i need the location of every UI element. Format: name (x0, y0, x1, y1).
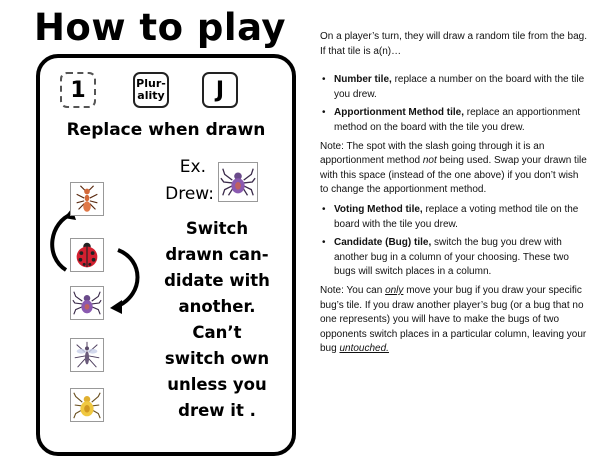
mosquito-tile (70, 338, 104, 372)
bullet: • (322, 237, 326, 249)
switch-line: drawn can- (165, 245, 269, 264)
rule-number-text: replace a number on the board with the tile you drew. (334, 74, 585, 100)
note-slash (320, 140, 588, 198)
page-title: How to play (33, 6, 287, 49)
switch-line: didate with (164, 271, 270, 290)
switch-line: another. (178, 297, 256, 316)
switch-instructions (142, 216, 292, 424)
yellow-spider-tile (70, 388, 104, 422)
spider-tile (70, 286, 104, 320)
spider-icon (71, 287, 103, 319)
ladybug-icon (71, 239, 103, 271)
switch-line: Can’t (192, 323, 242, 342)
mosquito-icon (71, 339, 103, 371)
rule-candidate-tile (320, 236, 588, 280)
note-own-bug-start: Note: You can (320, 284, 386, 296)
drawn-spider-tile (218, 162, 258, 202)
rule-apportionment-text: replace an apportionment method on the board with the tile you drew. (334, 107, 581, 133)
bullet: • (322, 203, 326, 215)
rule-voting-text: replace a voting method tile on the board with the tile you drew. (334, 203, 579, 230)
switch-line: unless you (167, 375, 267, 394)
rule-number-tile (320, 73, 588, 102)
switch-line: Switch (185, 219, 249, 238)
ladybug-tile (70, 238, 104, 272)
plurality-tile (133, 72, 169, 108)
rules-text (320, 30, 588, 362)
rule-number-label: Number tile, (334, 74, 392, 86)
rule-apportionment-label: Apportionment Method tile, (334, 107, 464, 119)
note-own-bug (320, 284, 588, 357)
rule-candidate-text: switch the bug you drew with another bug in a column of your choosing. These two bugs will switch places in a column. (334, 237, 569, 278)
rule-apportionment-tile (320, 106, 588, 135)
switch-line: switch own (164, 349, 270, 368)
note-slash-text: Note: The spot with the slash going through it is an apportionment method (320, 140, 545, 167)
plurality-line-2: ality (137, 89, 165, 102)
rule-voting-label: Voting Method tile, (334, 203, 423, 215)
how-to-play-card (36, 54, 296, 456)
number-tile: 1 (60, 72, 96, 108)
bullet: • (322, 107, 326, 119)
switch-line: drew it . (178, 401, 256, 420)
drew-label: Drew: (165, 184, 214, 204)
note-slash-emphasis: not (422, 155, 437, 167)
spider-icon (219, 163, 257, 201)
plurality-line-1: Plur- (136, 77, 166, 90)
yellow-spider-icon (71, 389, 103, 421)
rules-intro: On a player’s turn, they will draw a random tile from the bag. If that tile is a(n)… (320, 31, 587, 57)
note-own-bug-only: only (385, 284, 404, 296)
note-slash-end: being used. Swap your drawn tile with this space (instead of the one above) if you don’t wish to change the apportionment method. (320, 155, 587, 196)
replace-title: Replace when drawn (66, 120, 266, 140)
ant-icon (71, 183, 103, 215)
note-own-bug-untouched: untouched. (339, 343, 389, 355)
ant-tile (70, 182, 104, 216)
bullet: • (322, 74, 326, 86)
letter-tile: J (202, 72, 238, 108)
note-own-bug-mid: move your bug if you draw your specific bug’s tile. If you draw another player’s bug (or a bug that no one represents) you will have to make the bugs of two opponents switch places in a particular column, leaving your bug (320, 284, 587, 355)
example-label: Ex. (179, 157, 206, 177)
rule-voting-tile (320, 203, 588, 232)
rule-candidate-label: Candidate (Bug) tile, (334, 237, 432, 249)
